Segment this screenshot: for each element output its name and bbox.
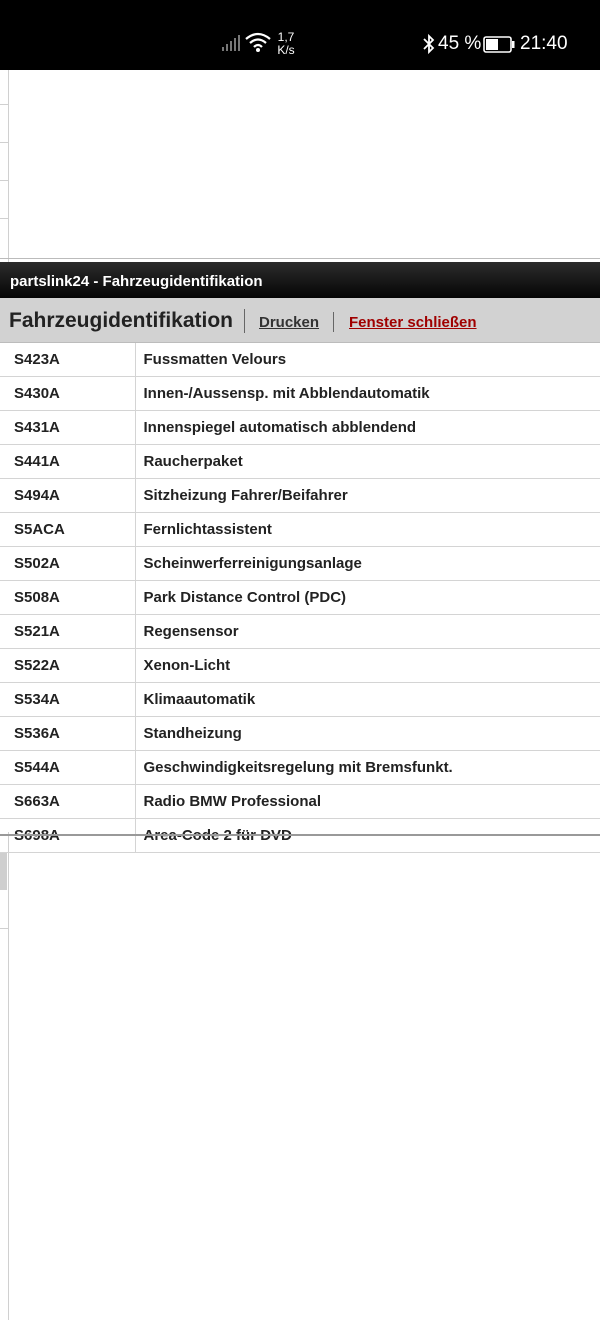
cellular-signal-icon: [220, 34, 242, 52]
option-description: Fernlichtassistent: [135, 513, 600, 547]
background-divider: [0, 218, 9, 219]
page-title: Fahrzeugidentifikation: [9, 309, 234, 332]
background-divider: [0, 928, 9, 929]
option-description: Klimaautomatik: [135, 683, 600, 717]
option-code: S521A: [0, 615, 135, 649]
equipment-table: [0, 343, 600, 853]
print-link[interactable]: Drucken: [259, 314, 320, 331]
option-description: Fussmatten Velours: [135, 343, 600, 377]
status-bar: [0, 0, 600, 70]
option-code: S431A: [0, 411, 135, 445]
background-divider: [0, 258, 600, 259]
option-code: S508A: [0, 581, 135, 615]
network-speed-value: 1,7: [277, 30, 295, 44]
table-row: [0, 751, 600, 785]
table-row: [0, 343, 600, 377]
table-row: [0, 377, 600, 411]
popup-window-title: partslink24 - Fahrzeugidentifikation: [10, 273, 263, 290]
toolbar-separator: [333, 312, 334, 332]
option-description: Sitzheizung Fahrer/Beifahrer: [135, 479, 600, 513]
battery-icon: [483, 36, 515, 53]
option-description: Raucherpaket: [135, 445, 600, 479]
battery-percent: 45 %: [438, 33, 482, 54]
option-description: Xenon-Licht: [135, 649, 600, 683]
background-scroll-marker[interactable]: [0, 852, 7, 890]
option-description: Regensensor: [135, 615, 600, 649]
option-code: S544A: [0, 751, 135, 785]
bluetooth-icon: [421, 33, 437, 55]
table-row: [0, 445, 600, 479]
table-row: [0, 411, 600, 445]
option-code: S522A: [0, 649, 135, 683]
option-code: S423A: [0, 343, 135, 377]
table-row: [0, 615, 600, 649]
close-window-link[interactable]: Fenster schließen: [349, 314, 477, 331]
network-speed: [274, 31, 298, 57]
table-row: [0, 717, 600, 751]
background-divider: [0, 180, 9, 181]
option-code: S663A: [0, 785, 135, 819]
table-row: [0, 785, 600, 819]
option-code: S494A: [0, 479, 135, 513]
table-row: [0, 547, 600, 581]
option-description: Innenspiegel automatisch abblendend: [135, 411, 600, 445]
background-divider: [0, 104, 9, 105]
clock: 21:40: [520, 33, 568, 54]
wifi-icon: [244, 30, 272, 54]
option-code: S536A: [0, 717, 135, 751]
network-speed-unit: K/s: [277, 43, 295, 57]
option-code: S502A: [0, 547, 135, 581]
option-code: S441A: [0, 445, 135, 479]
option-code: S5ACA: [0, 513, 135, 547]
table-row: [0, 479, 600, 513]
equipment-table-container[interactable]: [0, 343, 600, 832]
toolbar-separator: [244, 309, 245, 333]
option-code: S430A: [0, 377, 135, 411]
option-description: Radio BMW Professional: [135, 785, 600, 819]
popup-bottom-border: [0, 834, 600, 836]
table-row: [0, 581, 600, 615]
option-code: S534A: [0, 683, 135, 717]
background-divider: [0, 142, 9, 143]
option-description: Scheinwerferreinigungsanlage: [135, 547, 600, 581]
table-row: [0, 683, 600, 717]
option-description: Standheizung: [135, 717, 600, 751]
option-description: Innen-/Aussensp. mit Abblendautomatik: [135, 377, 600, 411]
option-description: Park Distance Control (PDC): [135, 581, 600, 615]
table-row: [0, 513, 600, 547]
option-description: Geschwindigkeitsregelung mit Bremsfunkt.: [135, 751, 600, 785]
table-row: [0, 649, 600, 683]
